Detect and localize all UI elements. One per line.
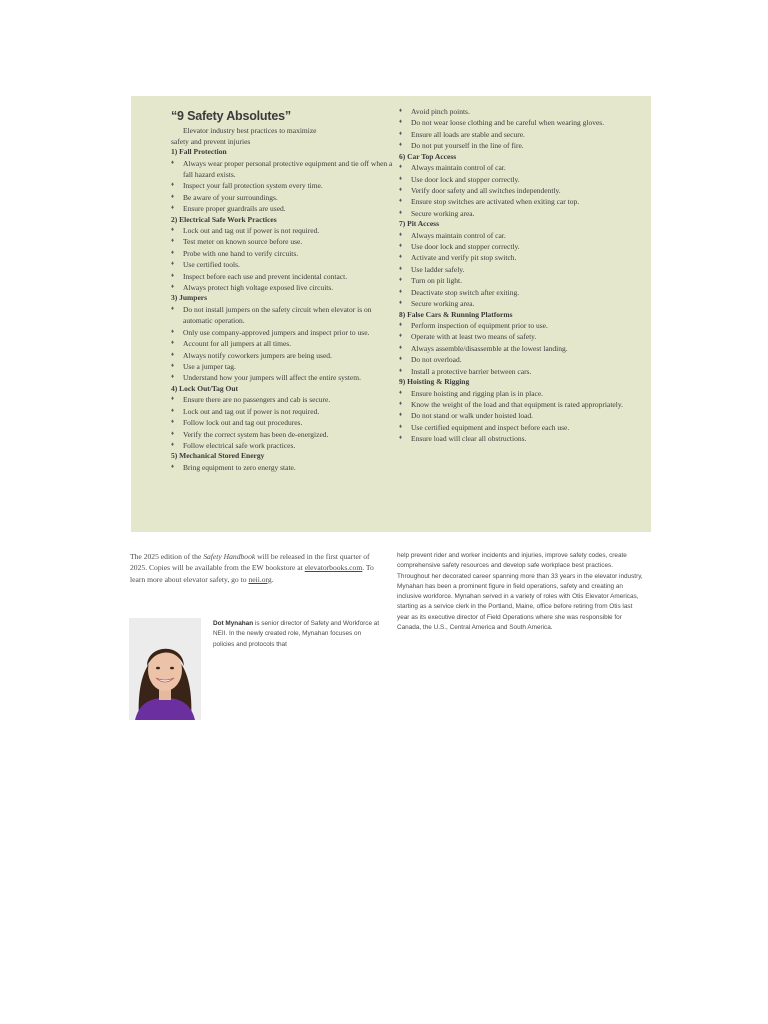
list-item: ♦ Avoid pinch points. [399,106,639,117]
list-item: ♦ Lock out and tag out if power is not required. [171,225,393,236]
list-item: ♦ Only use company-approved jumpers and inspect prior to use. [171,327,393,338]
section-heading: 1) Fall Protection [171,147,227,156]
left-sections [171,147,393,473]
bio-text: is senior director of Safety and Workforce at NEII. In the newly created role, Mynahan focuses on policies and protocols that [213,620,380,648]
list-item: ♦ Do not wear loose clothing and be careful when wearing gloves. [399,117,639,128]
article-paragraph-release [130,551,380,585]
list-item: ♦ Use a jumper tag. [171,361,393,372]
list-item: ♦ Be aware of your surroundings. [171,192,393,203]
list-item: ♦ Ensure there are no passengers and cab is secure. [171,394,393,405]
list-item: ♦ Secure working area. [399,208,639,219]
section-list [171,158,393,215]
list-item: ♦ Install a protective barrier between cars. [399,366,639,377]
list-item: ♦ Do not put yourself in the line of fire. [399,140,639,151]
neii-link[interactable]: neii.org [248,574,272,584]
list-item: ♦ Deactivate stop switch after exiting. [399,287,639,298]
list-item: ♦ Verify the correct system has been de-energized. [171,429,393,440]
article-paragraph-career: help prevent rider and worker incidents and injuries, improve safety codes, create comprehensive safety resources and develop safe workplace best practices. Throughout her decorated career spanning more than 33 years in the elevator industry, Mynahan has been a prominent figure in field operations, safety and creating an inclusive workforce. Mynahan served in a variety of roles with Otis Elevator Americas, starting as a service clerk in the Portland, Maine, office before retiring from Otis last year as its executive director of Field Operations where she was responsible for Canada, the U.S., Central America and South America. [397,552,643,632]
list-item: ♦ Use certified tools. [171,259,393,270]
section-heading: 4) Lock Out/Tag Out [171,383,239,393]
list-item: ♦ Know the weight of the load and that equipment is rated appropriately. [399,399,639,410]
author-name: Dot Mynahan [213,620,254,627]
list-item: ♦ Test meter on known source before use. [171,236,393,247]
elevatorbooks-link[interactable]: elevatorbooks.com [304,563,363,573]
section-heading: 9) Hoisting & Rigging [399,377,470,387]
section-list [171,225,393,293]
list-item: ♦ Lock out and tag out if power is not required. [171,406,393,417]
p1-text-d: . [271,574,274,584]
list-item: ♦ Bring equipment to zero energy state. [171,462,393,473]
list-item: ♦ Ensure all loads are stable and secure. [399,129,639,140]
list-item: ♦ Do not overload. [399,354,639,365]
safety-absolutes-sidebar [131,96,651,532]
sidebar-intro [171,126,393,147]
list-item: ♦ Secure working area. [399,298,639,309]
right-top-list [399,106,639,152]
list-item: ♦ Do not install jumpers on the safety circuit when elevator is on automatic operation. [171,304,393,327]
list-item: ♦ Inspect before each use and prevent incidental contact. [171,271,393,282]
list-item: ♦ Account for all jumpers at all times. [171,338,393,349]
list-item: ♦ Always wear proper personal protective equipment and tie off when a fall hazard exists. [171,158,393,181]
section-list [171,462,393,473]
list-item: ♦ Always notify coworkers jumpers are being used. [171,350,393,361]
list-item: ♦ Follow electrical safe work practices. [171,440,393,451]
list-item: ♦ Follow lock out and tag out procedures. [171,417,393,428]
list-item: ♦ Turn on pit light. [399,275,639,286]
list-item: ♦ Understand how your jumpers will affect the entire system. [171,372,393,383]
list-item: ♦ Always assemble/disassemble at the lowest landing. [399,343,639,354]
p1-text-c: . To learn more about elevator safety, go to [130,563,374,584]
intro-line-2: safety and prevent injuries [171,136,251,146]
section-heading: 2) Electrical Safe Work Practices [171,214,277,224]
section-heading: 5) Mechanical Stored Energy [171,451,265,461]
author-bio [213,619,383,650]
list-item: ♦ Ensure stop switches are activated when exiting car top. [399,196,639,207]
list-item: ♦ Ensure proper guardrails are used. [171,203,393,214]
list-item: ♦ Do not stand or walk under hoisted load. [399,410,639,421]
list-item: ♦ Always maintain control of car. [399,230,639,241]
p1-text-a: The 2025 edition of the [130,552,204,561]
p1-text-b: will be released in the first quarter of 2025. Copies will be available from the EW bookstore at [130,552,370,573]
list-item: ♦ Operate with at least two means of safety. [399,331,639,342]
section-list [399,230,639,310]
list-item: ♦ Activate and verify pit stop switch. [399,252,639,263]
section-list [171,394,393,451]
handbook-title: Safety Handbook [203,552,256,561]
list-item: ♦ Use certified equipment and inspect before each use. [399,422,639,433]
list-item: ♦ Always maintain control of car. [399,162,639,173]
list-item: ♦ Use door lock and stopper correctly. [399,241,639,252]
list-item: ♦ Inspect your fall protection system every time. [171,180,393,191]
list-item: ♦ Ensure load will clear all obstructions. [399,433,639,444]
section-list [399,320,639,377]
section-heading: 7) Pit Access [399,219,439,229]
section-heading: 3) Jumpers [171,293,208,303]
section-list [171,304,393,384]
list-item: ♦ Verify door safety and all switches independently. [399,185,639,196]
sidebar-right-column [399,106,639,445]
sidebar-left-column [171,96,393,473]
list-item: ♦ Ensure hoisting and rigging plan is in place. [399,388,639,399]
sidebar-title: “9 Safety Absolutes” [171,109,291,123]
section-heading: 8) False Cars & Running Platforms [399,309,513,319]
list-item: ♦ Probe with one hand to verify circuits. [171,248,393,259]
intro-line-1: Elevator industry best practices to maximize [183,126,317,135]
right-sections [399,152,639,445]
list-item: ♦ Use door lock and stopper correctly. [399,174,639,185]
list-item: ♦ Always protect high voltage exposed live circuits. [171,282,393,293]
list-item: ♦ Use ladder safely. [399,264,639,275]
section-list [399,162,639,219]
section-list [399,388,639,445]
author-photo [129,618,201,720]
list-item: ♦ Perform inspection of equipment prior to use. [399,320,639,331]
section-heading: 6) Car Top Access [399,151,457,161]
